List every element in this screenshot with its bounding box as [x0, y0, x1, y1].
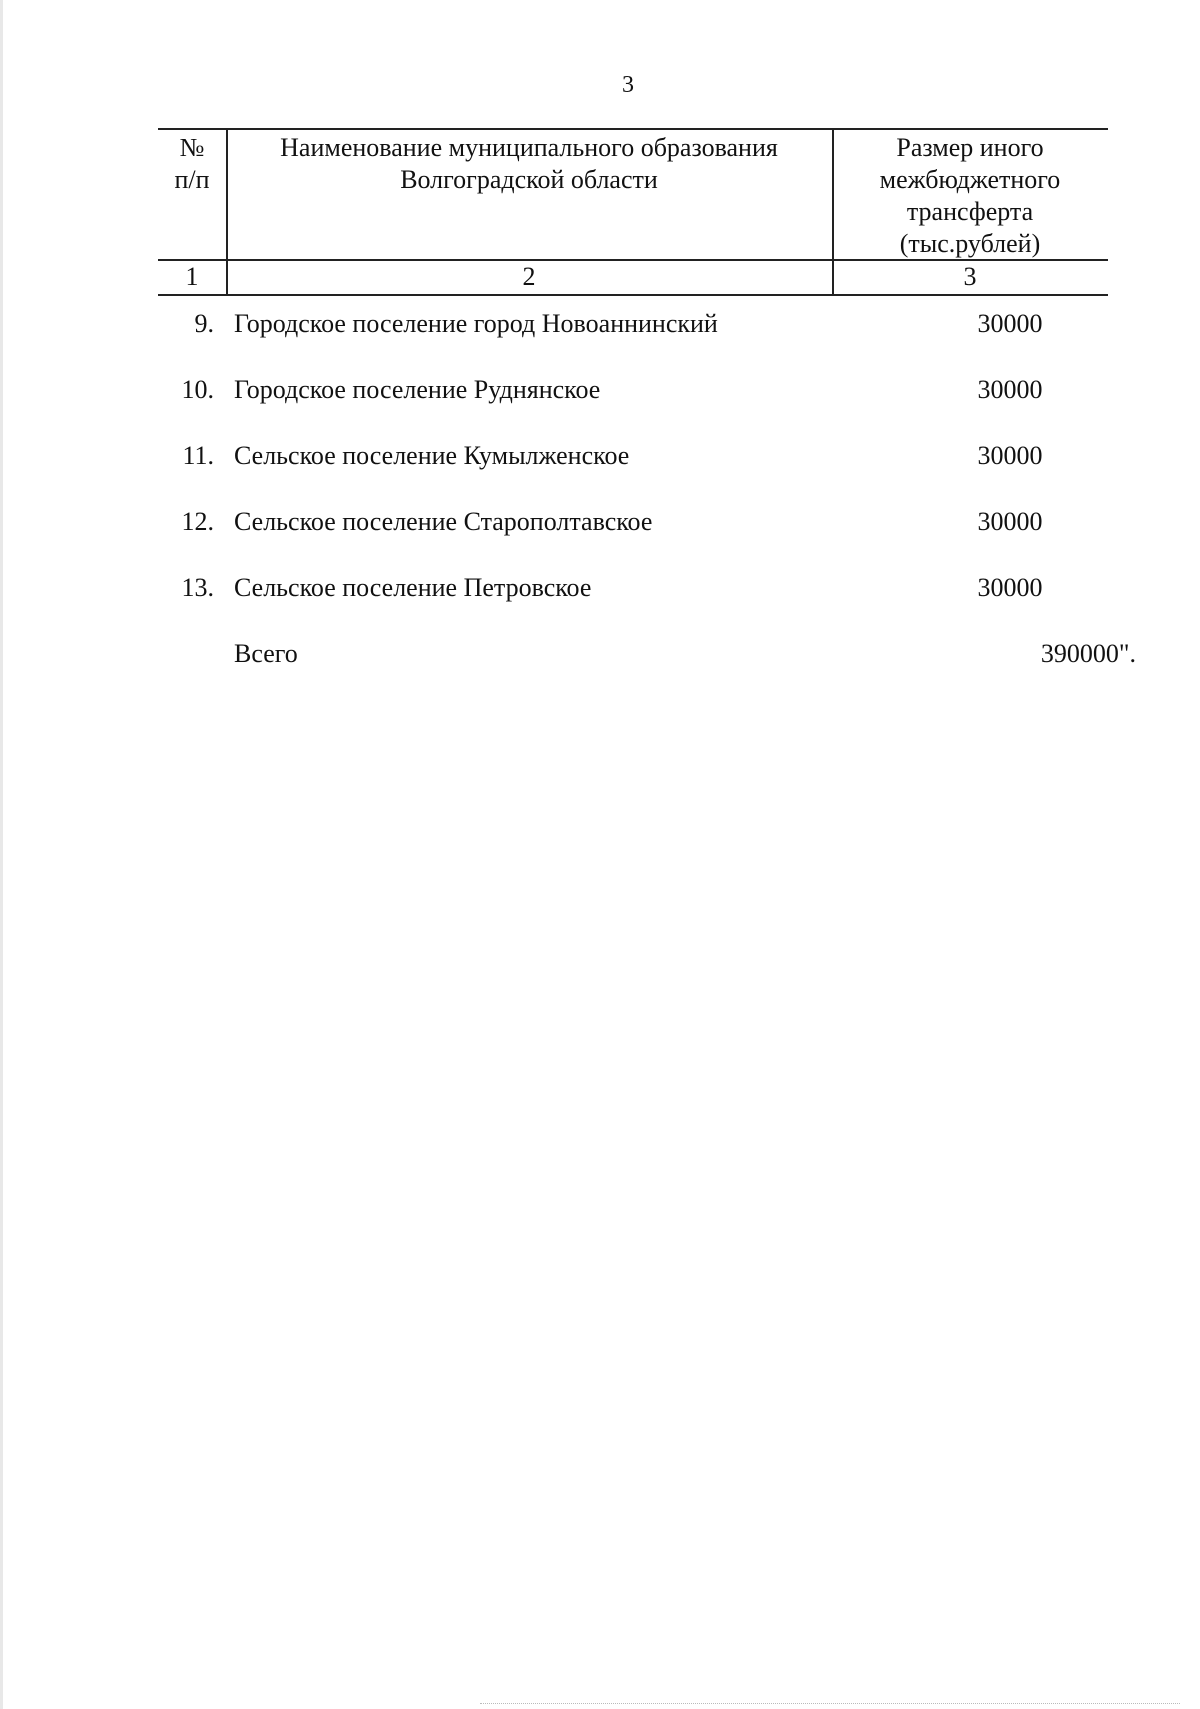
header-name-line-1: Наименование муниципального образования — [280, 133, 778, 162]
header-number — [158, 132, 226, 196]
row-municipality: Сельское поселение Петровское — [234, 573, 592, 602]
header-name-line-2: Волгоградской области — [400, 165, 658, 194]
scan-margin-strip — [0, 0, 3, 1709]
row-municipality: Городское поселение Руднянское — [234, 375, 601, 404]
total-label: Всего — [234, 639, 298, 668]
column-number-1: 1 — [185, 262, 199, 291]
page-number: 3 — [622, 72, 634, 98]
header-bottom-rule — [158, 294, 1108, 296]
row-amount: 30000 — [977, 573, 1043, 602]
row-number: 13. — [181, 573, 214, 602]
header-amount-line-4: (тыс.рублей) — [899, 229, 1041, 258]
header-amount-line-1: Размер иного — [896, 133, 1044, 162]
header-amount-line-3: трансферта — [906, 197, 1034, 226]
scan-artifact — [480, 1703, 1180, 1707]
table-row — [158, 304, 1108, 344]
row-amount: 30000 — [977, 309, 1043, 338]
column-number-2: 2 — [522, 262, 536, 291]
total-row — [158, 634, 1136, 674]
row-amount: 30000 — [977, 375, 1043, 404]
row-municipality: Сельское поселение Кумылженское — [234, 441, 630, 470]
row-number: 11. — [182, 441, 214, 470]
table-row — [158, 436, 1108, 476]
row-number: 9. — [194, 309, 214, 338]
header-number-line-1: № — [179, 133, 205, 162]
row-municipality: Городское поселение город Новоаннинский — [234, 309, 718, 338]
table-row — [158, 370, 1108, 410]
header-number-line-2: п/п — [174, 165, 210, 194]
table-row — [158, 502, 1108, 542]
header-name — [226, 132, 832, 196]
column-number-3: 3 — [963, 262, 977, 291]
table-row — [158, 568, 1108, 608]
row-number: 12. — [181, 507, 214, 536]
row-number: 10. — [181, 375, 214, 404]
header-amount-line-2: межбюджетного — [879, 165, 1061, 194]
total-amount: 390000". — [1040, 639, 1136, 668]
row-amount: 30000 — [977, 507, 1043, 536]
table-header — [158, 128, 1108, 296]
header-top-rule — [158, 128, 1108, 130]
row-amount: 30000 — [977, 441, 1043, 470]
row-municipality: Сельское поселение Старополтавское — [234, 507, 653, 536]
header-amount — [832, 132, 1108, 260]
